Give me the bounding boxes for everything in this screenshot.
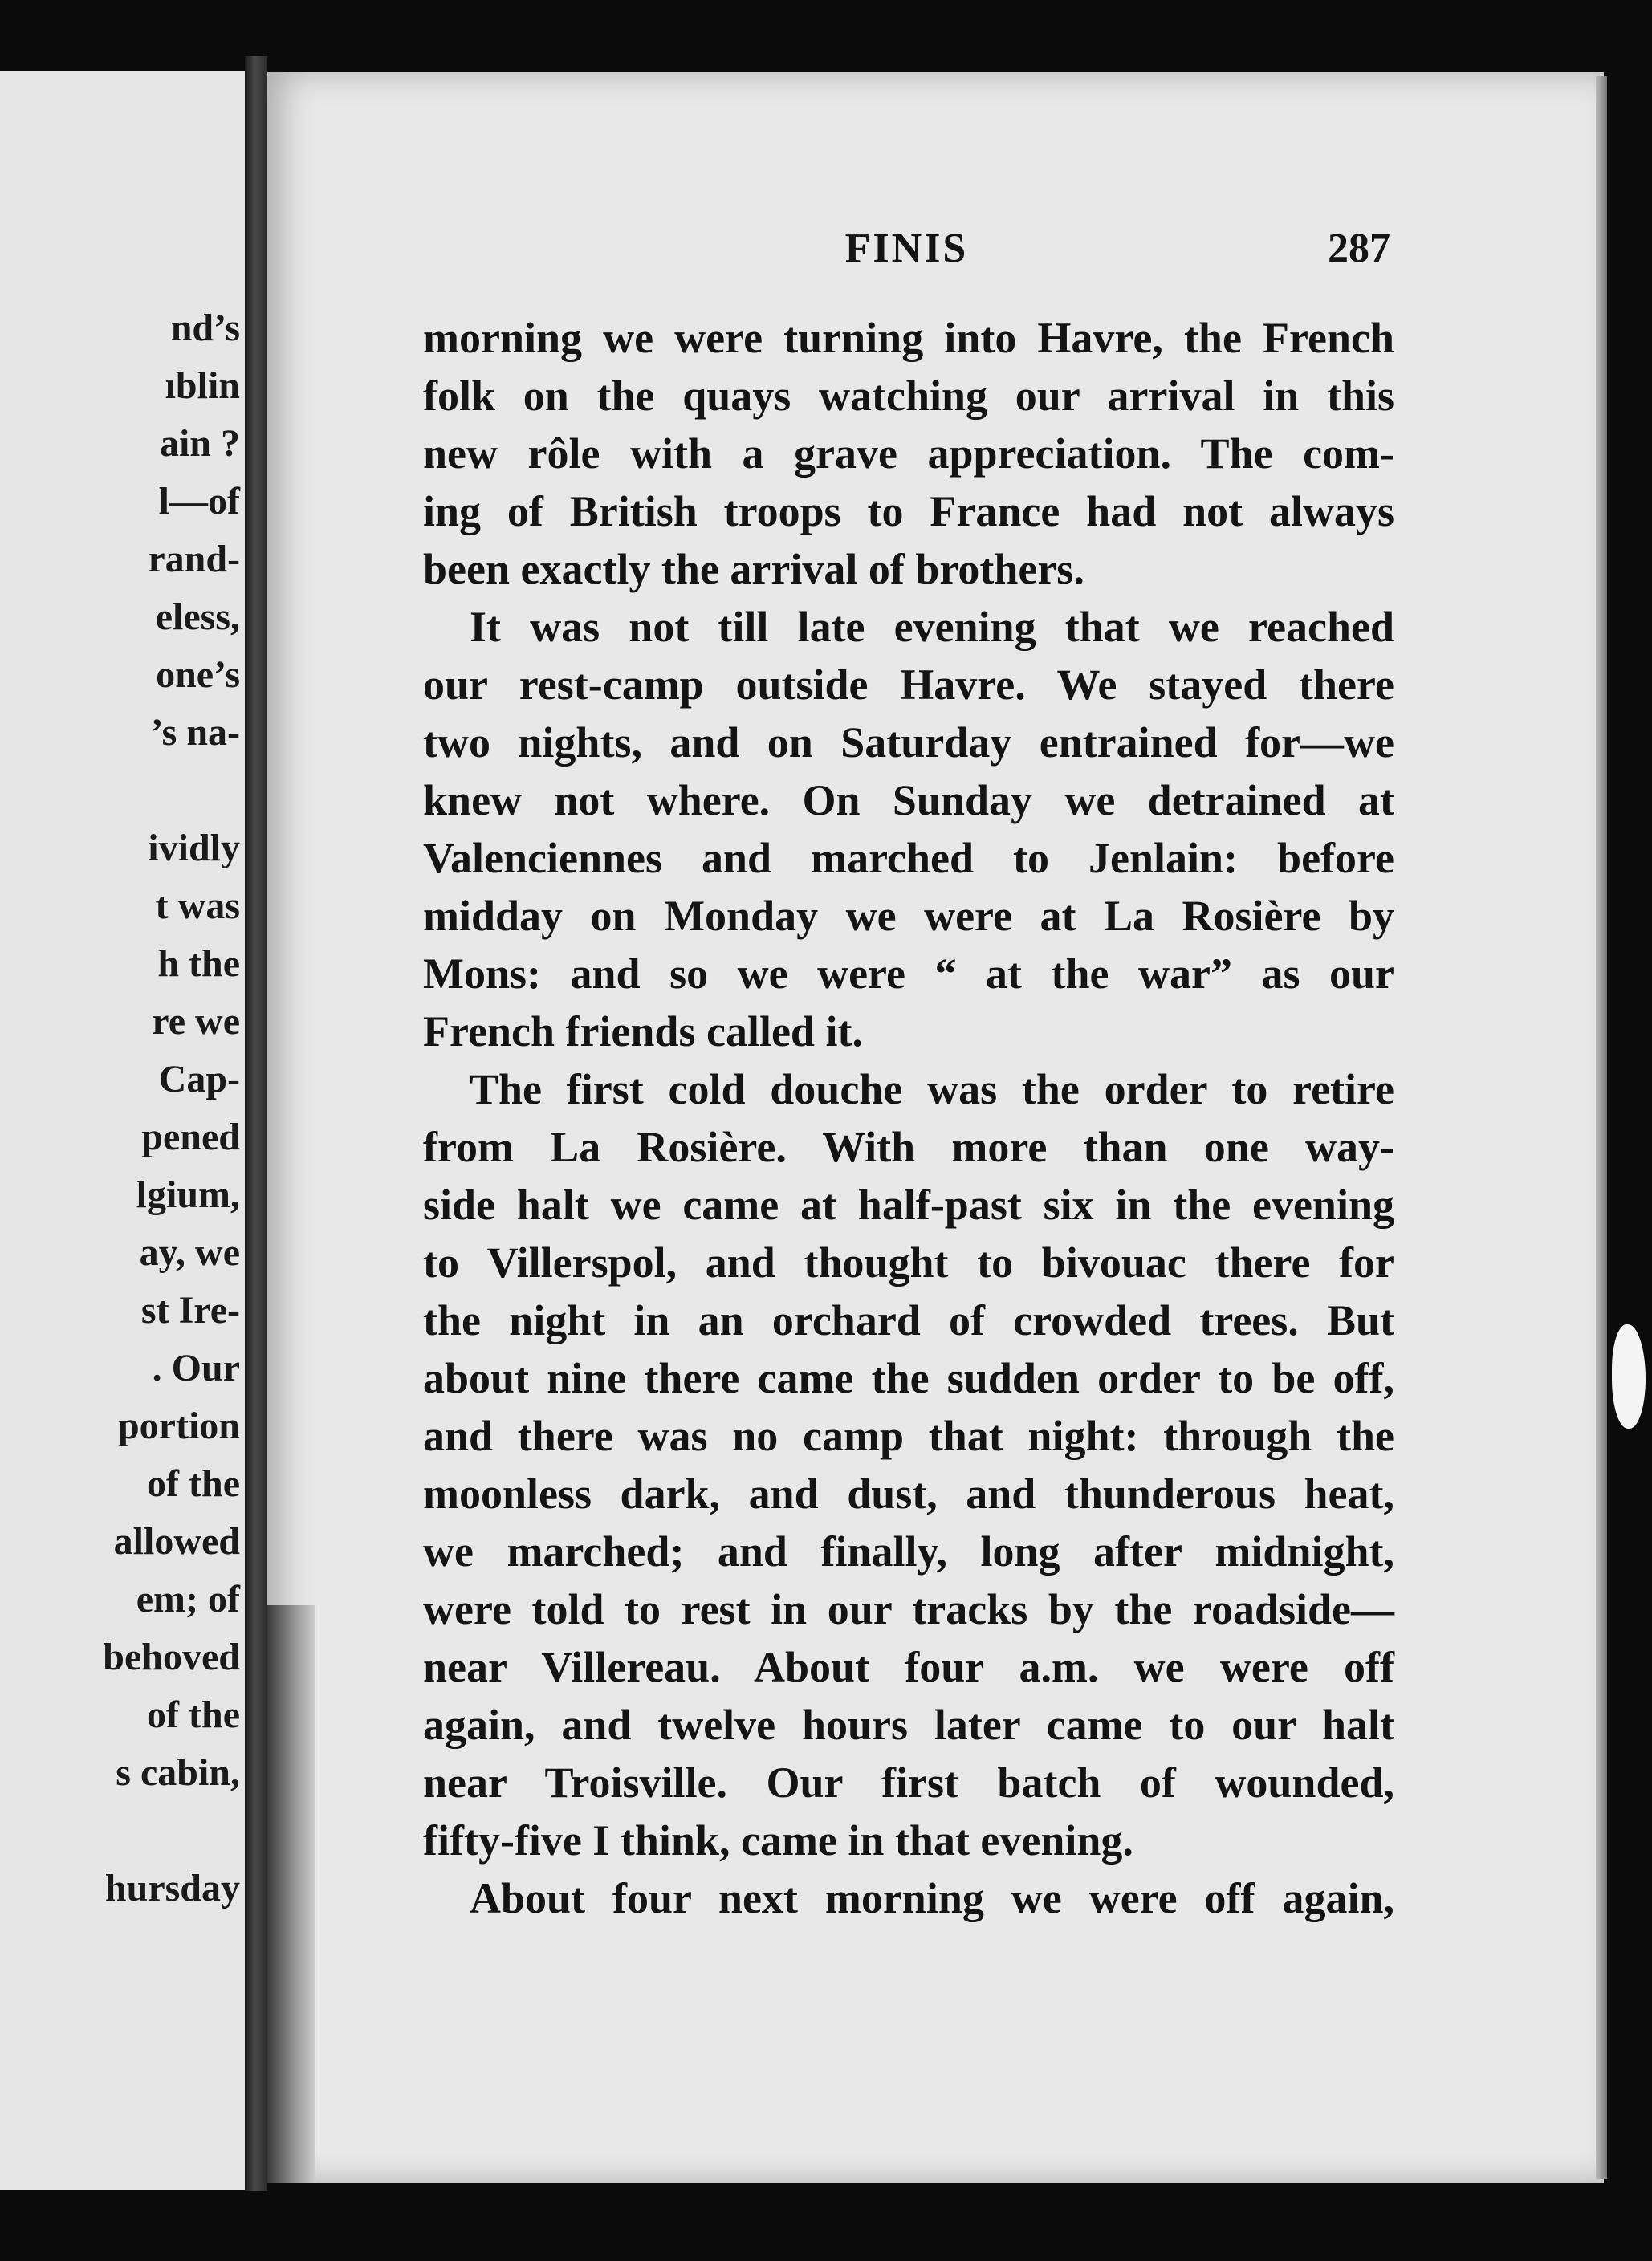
book-spine bbox=[245, 56, 267, 2191]
left-page-line: em; of bbox=[136, 1578, 240, 1621]
text-line: Valenciennes and marched to Jenlain: before bbox=[423, 834, 1394, 882]
text-line: ing of British troops to France had not always bbox=[423, 487, 1394, 535]
left-page-line: eless, bbox=[155, 596, 240, 638]
left-page-line: portion bbox=[117, 1405, 240, 1447]
text-line: morning we were turning into Havre, the French bbox=[423, 314, 1394, 362]
left-page-line: one’s bbox=[156, 653, 240, 696]
left-page-text bbox=[103, 299, 240, 1917]
text-line: moonless dark, and dust, and thunderous heat, bbox=[423, 1470, 1394, 1518]
paper-tear-mark bbox=[1612, 1324, 1646, 1429]
text-line: folk on the quays watching our arrival in this bbox=[423, 372, 1394, 420]
text-line: midday on Monday we were at La Rosière by bbox=[423, 892, 1394, 940]
left-page-line: t was bbox=[155, 884, 240, 927]
text-line: It was not till late evening that we reached bbox=[470, 603, 1394, 651]
left-page-line bbox=[103, 762, 240, 819]
left-page-line: ay, we bbox=[139, 1231, 240, 1274]
left-page-fragment bbox=[0, 71, 245, 2190]
left-page-line: s cabin, bbox=[116, 1751, 240, 1794]
left-page-line: ’s na- bbox=[150, 711, 240, 754]
text-line: two nights, and on Saturday entrained for—we bbox=[423, 718, 1394, 767]
text-line: again, and twelve hours later came to our halt bbox=[423, 1701, 1394, 1749]
left-page-line: nd’s bbox=[170, 307, 240, 349]
text-line: fifty-five I think, came in that evening. bbox=[423, 1816, 1133, 1865]
left-page-line: lgium, bbox=[136, 1173, 240, 1216]
left-page-line: st Ire- bbox=[140, 1289, 240, 1332]
text-line: been exactly the arrival of brothers. bbox=[423, 545, 1084, 593]
left-page-line: pened bbox=[141, 1116, 240, 1158]
text-line: we marched; and finally, long after midnight, bbox=[423, 1527, 1394, 1576]
left-page-line: ividly bbox=[148, 827, 240, 869]
text-line: and there was no camp that night: through the bbox=[423, 1412, 1394, 1460]
left-page-line: hursday bbox=[104, 1867, 240, 1909]
running-head: FINIS bbox=[844, 226, 969, 271]
left-page-line: of the bbox=[147, 1462, 240, 1505]
left-page-line: h the bbox=[157, 942, 240, 985]
text-line: about nine there came the sudden order to be off, bbox=[423, 1354, 1394, 1402]
text-line: near Villereau. About four a.m. we were off bbox=[423, 1643, 1394, 1691]
left-page-line: allowed bbox=[113, 1520, 240, 1563]
text-line: the night in an orchard of crowded trees. But bbox=[423, 1296, 1394, 1344]
left-page-line: l—of bbox=[158, 480, 240, 523]
text-line: new rôle with a grave appreciation. The com- bbox=[423, 429, 1394, 478]
text-line: side halt we came at half-past six in the evening bbox=[423, 1181, 1394, 1229]
left-page-line: re we bbox=[152, 1000, 240, 1043]
text-line: to Villerspol, and thought to bivouac there for bbox=[423, 1238, 1394, 1287]
text-line: near Troisville. Our first batch of wounded, bbox=[423, 1759, 1394, 1807]
text-line: French friends called it. bbox=[423, 1007, 863, 1055]
left-page-line: rand- bbox=[148, 538, 240, 580]
text-line: Mons: and so we were “ at the war” as our bbox=[423, 950, 1394, 998]
page-header bbox=[423, 225, 1390, 289]
text-line: were told to rest in our tracks by the roadside— bbox=[423, 1585, 1394, 1633]
page-edge bbox=[1596, 76, 1607, 2179]
left-page-line: ıblin bbox=[165, 364, 240, 407]
left-page-line: . Our bbox=[152, 1347, 240, 1389]
gutter-shadow bbox=[267, 1605, 315, 2183]
text-line: knew not where. On Sunday we detrained at bbox=[423, 776, 1394, 824]
left-page-line: Cap- bbox=[158, 1058, 240, 1100]
left-page-line: ain ? bbox=[159, 422, 240, 465]
body-text bbox=[423, 309, 1394, 1927]
left-page-line: behoved bbox=[103, 1636, 240, 1678]
left-page-line: of the bbox=[147, 1694, 240, 1736]
text-line: from La Rosière. With more than one way- bbox=[423, 1123, 1394, 1171]
text-line: About four next morning we were off again, bbox=[470, 1874, 1394, 1922]
text-line: The first cold douche was the order to retire bbox=[470, 1065, 1394, 1113]
page-number: 287 bbox=[1328, 226, 1390, 271]
text-line: our rest-camp outside Havre. We stayed there bbox=[423, 661, 1394, 709]
left-page-line bbox=[103, 1802, 240, 1860]
